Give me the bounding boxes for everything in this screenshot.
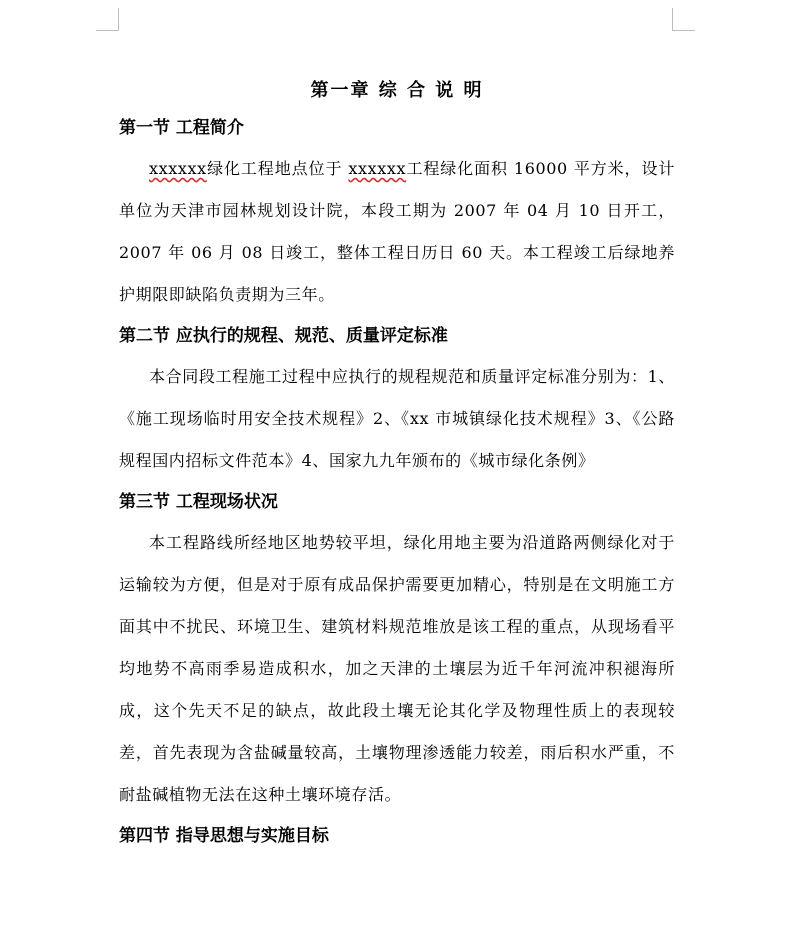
paragraph-text: 工程绿化面积 16000 平方米，设计单位为天津市园林规划设计院，本段工期为 2007 年 04 月 10 日开工，2007 年 06 月 08 日竣工，整体工程日历日 60 天。本工程竣工后绿地养护期限即缺陷负责期为三年。 xyxy=(119,159,675,304)
section-heading-4: 第四节 指导思想与实施目标 xyxy=(119,826,329,846)
section-heading-3: 第三节 工程现场状况 xyxy=(119,492,278,512)
section-2-paragraph: 本合同段工程施工过程中应执行的规程规范和质量评定标准分别为：1、《施工现场临时用安全技术规程》2、《xx 市城镇绿化技术规程》3、《公路规程国内招标文件范本》4、国家九九年颁布的《城市绿化条例》 xyxy=(119,367,675,470)
margin-corner-mark-top-right xyxy=(672,8,695,31)
chapter-title: 第一章 综 合 说 明 xyxy=(310,80,484,101)
document-body xyxy=(119,74,675,856)
placeholder-text: xxxxxx xyxy=(149,159,207,178)
section-heading-2: 第二节 应执行的规程、规范、质量评定标准 xyxy=(119,326,448,346)
placeholder-text: xxxxxx xyxy=(348,159,407,178)
margin-corner-mark-top-left xyxy=(96,8,119,31)
section-3-paragraph: 本工程路线所经地区地势较平坦，绿化用地主要为沿道路两侧绿化对于运输较为方便，但是对于原有成品保护需要更加精心，特别是在文明施工方面其中不扰民、环境卫生、建筑材料规范堆放是该工程的重点，从现场看平均地势不高雨季易造成积水，加之天津的土壤层为近千年河流冲积褪海所成，这个先天不足的缺点，故此段土壤无论其化学及物理性质上的表现较差，首先表现为含盐碱量较高，土壤物理渗透能力较差，雨后积水严重，不耐盐碱植物无法在这种土壤环境存活。 xyxy=(119,533,675,804)
section-heading-1: 第一节 工程简介 xyxy=(119,118,244,138)
paragraph-text: 绿化工程地点位于 xyxy=(206,159,349,178)
section-1-paragraph xyxy=(119,148,675,316)
